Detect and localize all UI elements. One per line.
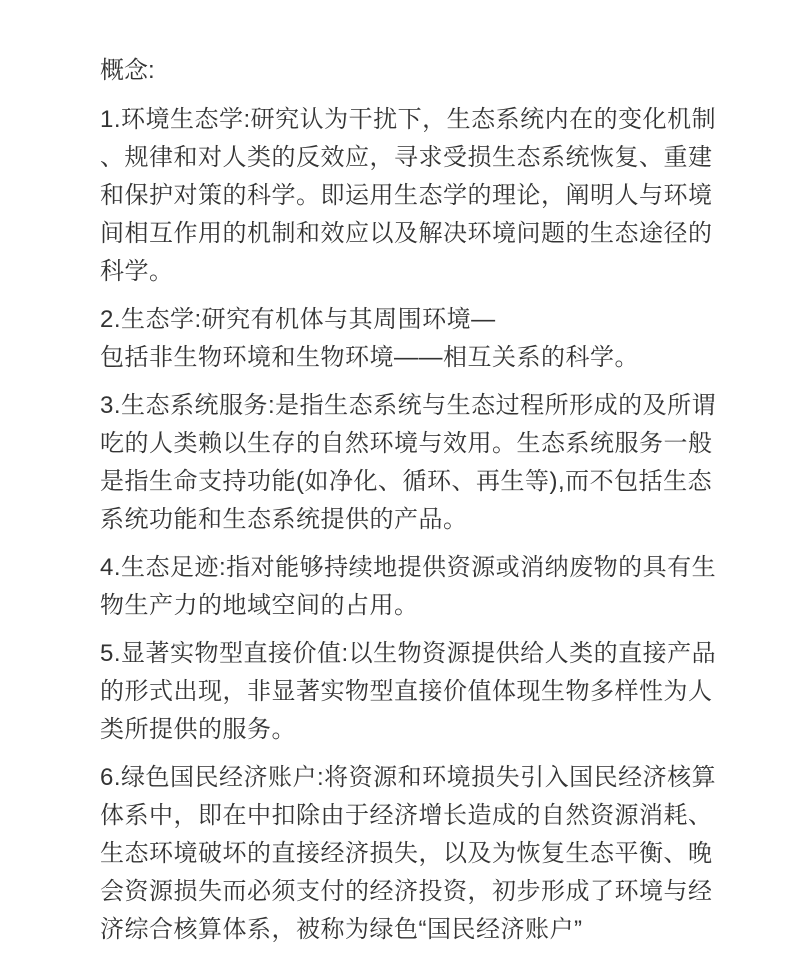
text-line: 间相互作用的机制和效应以及解决环境问题的生态途径的 [100,220,713,247]
definition-paragraph-5 [100,635,717,749]
text-line: 类所提供的服务。 [100,716,296,743]
document-heading: 概念: [100,57,155,84]
text-line: 、规律和对人类的反效应，寻求受损生态系统恢复、重建 [100,144,713,171]
text-line: 和保护对策的科学。即运用生态学的理论，阐明人与环境 [100,182,713,209]
definition-paragraph-2 [100,301,717,377]
text-line: 6.绿色国民经济账户:将资源和环境损失引入国民经济核算 [100,764,717,791]
text-line: 体系中，即在中扣除由于经济增长造成的自然资源消耗、 [100,802,713,829]
text-line: 包括非生物环境和生物环境——相互关系的科学。 [100,344,639,371]
text-line: 生态环境破坏的直接经济损失，以及为恢复生态平衡、晚 [100,840,713,867]
text-line: 科学。 [100,258,174,285]
text-line: 系统功能和生态系统提供的产品。 [100,506,468,533]
definition-paragraph-6 [100,759,717,949]
text-line: 3.生态系统服务:是指生态系统与生态过程所形成的及所谓 [100,392,717,419]
text-line: 会资源损失而必须支付的经济投资，初步形成了环境与经 [100,878,713,905]
text-line: 吃的人类赖以生存的自然环境与效用。生态系统服务一般 [100,430,713,457]
text-line: 2.生态学:研究有机体与其周围环境— [100,306,496,333]
text-line: 济综合核算体系，被称为绿色“国民经济账户” [100,916,583,943]
text-line: 5.显著实物型直接价值:以生物资源提供给人类的直接产品 [100,640,717,667]
definition-paragraph-3 [100,387,717,539]
text-line: 是指生命支持功能(如净化、循环、再生等),而不包括生态 [100,468,713,495]
text-line: 1.环境生态学:研究认为干扰下，生态系统内在的变化机制 [100,106,717,133]
text-line: 4.生态足迹:指对能够持续地提供资源或消纳废物的具有生 [100,554,717,581]
definition-paragraph-1 [100,101,717,291]
text-line: 物生产力的地域空间的占用。 [100,592,419,619]
text-line: 的形式出现，非显著实物型直接价值体现生物多样性为人 [100,678,713,705]
definition-paragraph-4 [100,549,717,625]
